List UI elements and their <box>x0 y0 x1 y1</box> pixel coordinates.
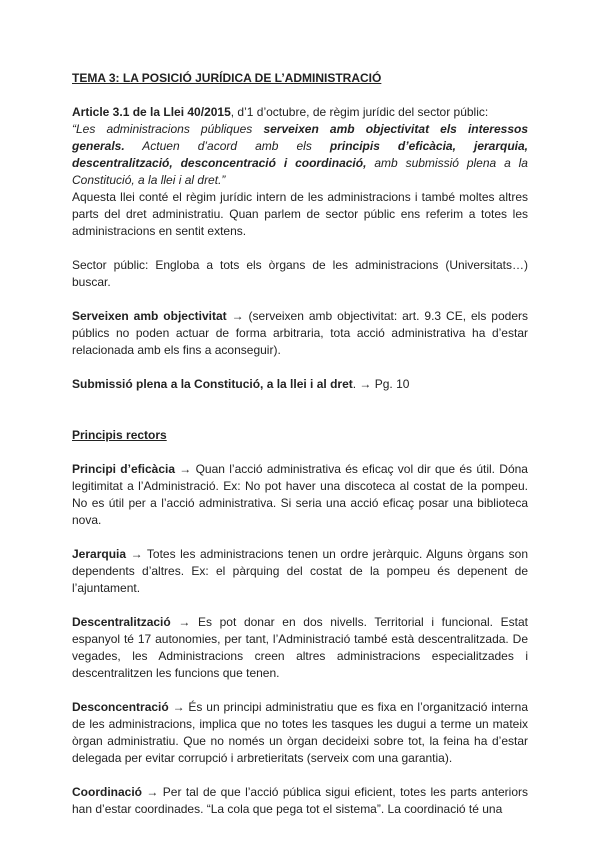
submissio-text: . → Pg. 10 <box>352 377 410 391</box>
principi-text: → Es pot donar en dos nivells. Territorial i funcional. Estat espanyol té 17 autonomies, per tant, l’Administració també està descentralitzada. De vegades, les Administracions creen altres administracions especialitzades i descentralitzen les funcions que tenen. <box>72 615 528 680</box>
quote-part-3: amb submissió plena a la Constitució, a la llei i al dret.” <box>72 156 528 187</box>
serveixen-label: Serveixen amb objectivitat <box>72 309 227 323</box>
quote-bold-2: principis d’eficàcia, jerarquia, descentralització, desconcentració i coordinació, <box>72 139 529 170</box>
principi-text: → Per tal de que l’acció pública sigui eficient, totes les parts anteriors han d’estar coordinades. “La cola que pega tot el sistema”. La coordinació té una <box>72 785 528 816</box>
principi-text: → Quan l’acció administrativa és eficaç vol dir que és útil. Dóna legitimitat a l’Administració. Ex: No pot haver una discoteca al costat de la pompeu. No es útil per a l’acció administrativa. Si seria una acció eficaç posar una biblioteca nova. <box>72 462 528 527</box>
quote-part-1: “Les administracions públiques <box>72 122 264 136</box>
article-quote <box>72 121 528 189</box>
article-explanation: Aquesta llei conté el règim jurídic intern de les administracions i també moltes altres parts del dret administratiu. Quan parlem de sector públic ens referim a totes les administracions en sentit extens. <box>72 190 528 238</box>
article-reference <box>72 104 528 121</box>
article-reference-rest: , d’1 d’octubre, de règim jurídic del sector públic: <box>230 105 489 119</box>
principi-label: Principi d’eficàcia <box>72 462 175 476</box>
principi-text: → És un principi administratiu que es fixa en l’organització interna de les administracions, implica que no totes les tasques les dugui a terme un mateix òrgan administratiu. Que no només un òrgan decideixi sobre tot, la feina ha d’estar delegada per evitar corrupció i arbretieritats (serveix com una garantia). <box>72 700 528 765</box>
spacer <box>72 410 528 427</box>
quote-bold-1: serveixen amb objectivitat els interessos generals. <box>72 122 528 153</box>
quote-part-2: Actuen d’acord amb els <box>124 139 330 153</box>
principi-paragraph <box>72 461 528 529</box>
serveixen-text: → (serveixen amb objectivitat: art. 9.3 CE, els poders públics no poden actuar de forma arbitraria, tota acció administrativa ha d’estar relacionada amb els fins a aconseguir). <box>72 309 528 357</box>
sector-public-note: Sector públic: Engloba a tots els òrgans de les administracions (Universitats…) buscar. <box>72 258 528 289</box>
serveixen-paragraph <box>72 308 528 359</box>
submissio-label: Submissió plena a la Constitució, a la llei i al dret <box>72 377 353 391</box>
principi-paragraph <box>72 784 528 818</box>
principi-paragraph <box>72 546 528 597</box>
principi-label: Jerarquia <box>72 547 127 561</box>
principi-text: → Totes les administracions tenen un ordre jeràrquic. Alguns òrgans son dependents d’altres. Ex: el pàrquing del costat de la pompeu és depenent de l’ajuntament. <box>72 547 528 595</box>
principi-label: Descentralització <box>72 615 171 629</box>
submissio-paragraph <box>72 376 528 393</box>
principi-label: Coordinació <box>72 785 143 799</box>
article-label: Article 3.1 de la Llei 40/2015 <box>72 105 231 119</box>
principi-paragraph <box>72 614 528 682</box>
page-title: TEMA 3: LA POSICIÓ JURÍDICA DE L’ADMINISTRACIÓ <box>72 71 382 85</box>
principi-label: Desconcentració <box>72 700 169 714</box>
section-title-principis: Principis rectors <box>72 428 167 442</box>
principi-paragraph <box>72 699 528 767</box>
